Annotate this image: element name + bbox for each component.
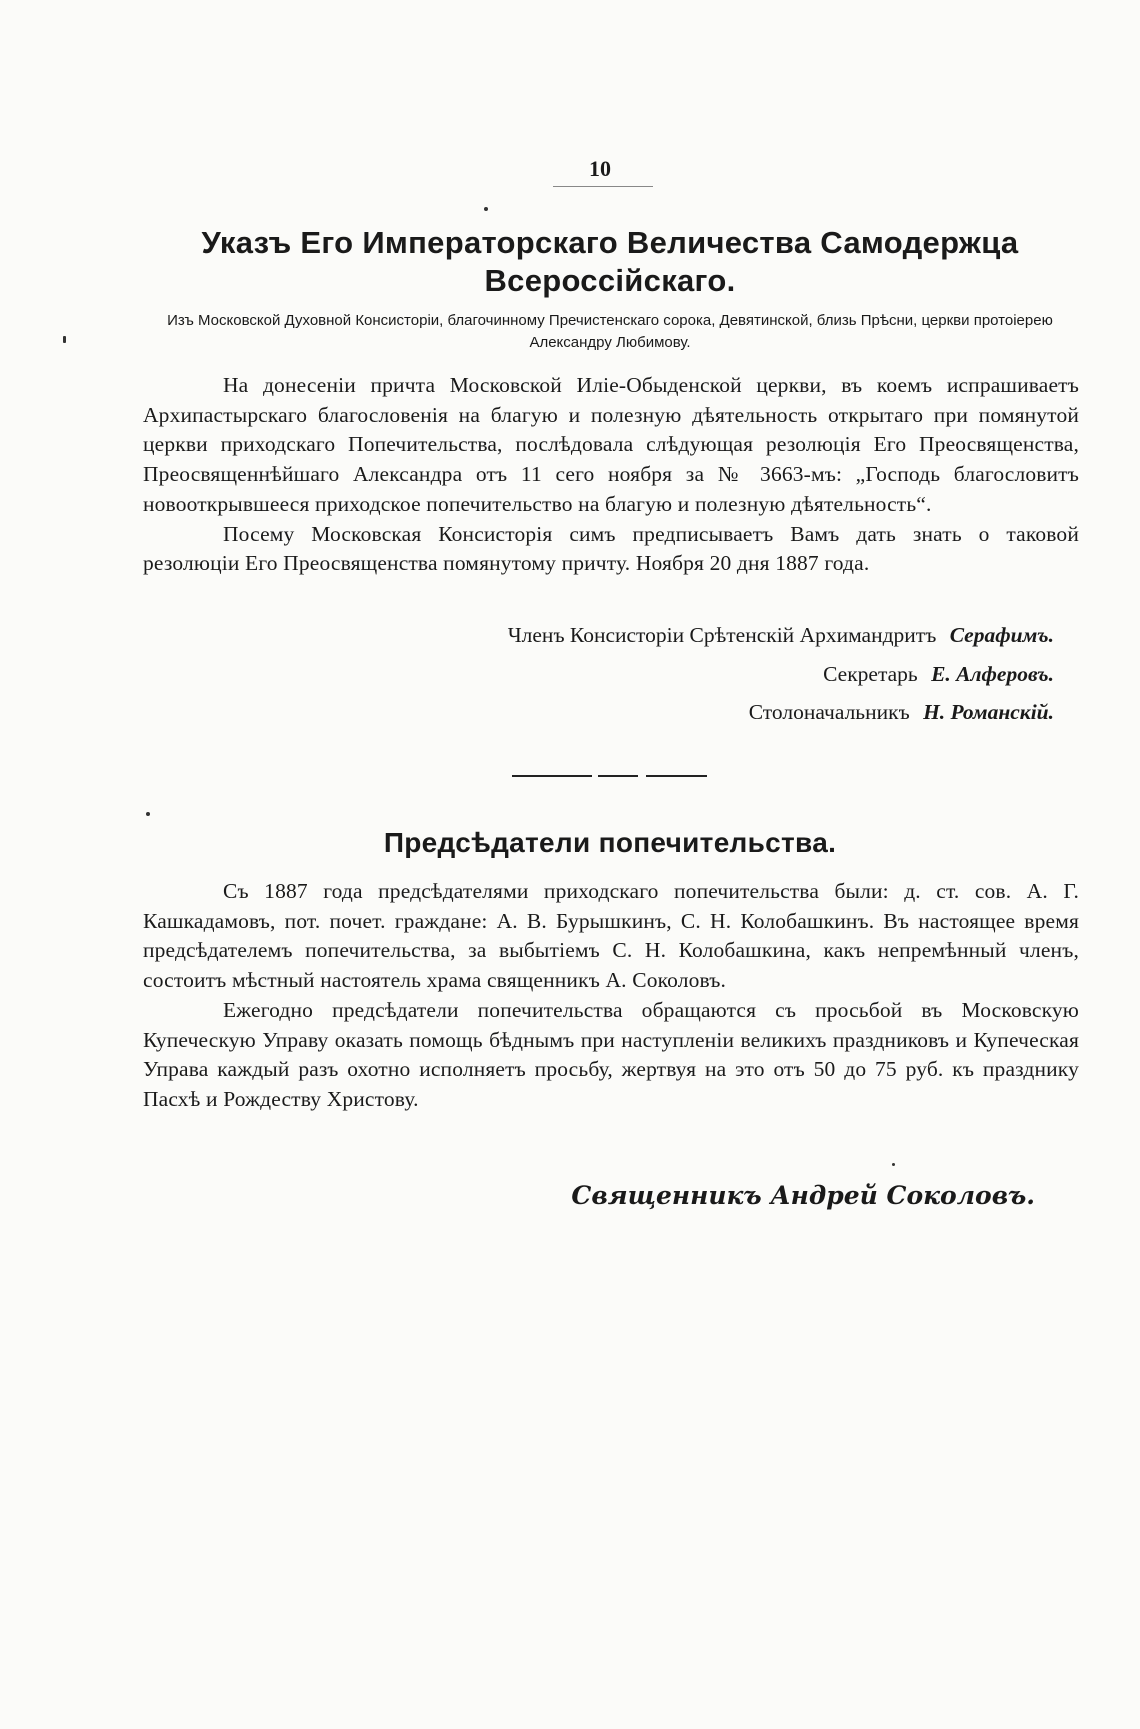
signature-role: Секретарь <box>823 662 918 686</box>
signature-role: Столоначальникъ <box>748 700 910 724</box>
signature-name: Серафимъ. <box>949 623 1054 647</box>
page-number-rule <box>553 186 653 187</box>
print-speck <box>146 812 150 816</box>
priest-signature: Священникъ Андрей Соколовъ. <box>571 1181 1035 1210</box>
signature-line-member <box>508 620 1054 650</box>
decree-body <box>143 371 1079 579</box>
signature-line-clerk <box>749 697 1054 727</box>
signature-line-secretary <box>823 659 1054 689</box>
decree-address: Изъ Московской Духовной Консисторіи, благочинному Пречистенскаго сорока, Девятинской, близь Прѣсни, церкви протоіерею Александру Любимову. <box>167 312 1053 351</box>
decree-paragraph: Посему Московская Консисторія симъ предписываетъ Вамъ дать знать о таковой резолюціи Его Преосвященства помянутому причту. Ноября 20 дня 1887 года. <box>143 521 1079 576</box>
page-number: 10 <box>589 156 611 181</box>
print-speck <box>484 207 488 211</box>
trustees-title: Предсѣдатели попечительства. <box>383 827 837 858</box>
trustees-paragraph: Ежегодно предсѣдатели попечительства обращаются съ просьбой въ Московскую Купеческую Управу оказать помощь бѣднымъ при наступленіи великихъ праздниковъ и Купеческая Управа каждый разъ охотно исполняетъ просьбу, жертвуя на это отъ 50 до 75 руб. къ празднику Пасхѣ и Рождеству Христову. <box>143 997 1079 1111</box>
section-divider <box>512 775 707 777</box>
signature-role: Членъ Консисторіи Срѣтенскій Архимандритъ <box>507 623 937 647</box>
trustees-paragraph: Съ 1887 года предсѣдателями приходскаго попечительства были: д. ст. сов. А. Г. Кашкадамовъ, пот. почет. граждане: А. В. Бурышкинъ, С. Н. Колобашкинъ. Въ настоящее время предсѣдателемъ попечительства, за выбытіемъ С. Н. Колобашкина, какъ непремѣнный членъ, состоитъ мѣстный настоятель храма священникъ А. Соколовъ. <box>143 879 1079 993</box>
print-speck <box>892 1163 895 1166</box>
signature-name: Е. Алферовъ. <box>931 662 1054 686</box>
signature-name: Н. Романскій. <box>923 700 1054 724</box>
trustees-body <box>143 877 1079 1115</box>
print-speck <box>63 336 66 343</box>
decree-title: Указъ Его Императорскаго Величества Самодержца Всероссійскаго. <box>201 225 1019 298</box>
decree-paragraph: На донесеніи причта Московской Иліе-Обыденской церкви, въ коемъ испрашиваетъ Архипастырскаго благословенія на благую и полезную дѣятельность открытаго при помянутой церкви приходскаго Попечительства, послѣдовала слѣдующая резолюція Его Преосвященства, Преосвященнѣйшаго Александра отъ 11 сего ноября за № 3663-мъ: „Господь благословитъ новооткрывшееся приходское попечительство на благую и полезную дѣятельность“. <box>143 373 1079 516</box>
